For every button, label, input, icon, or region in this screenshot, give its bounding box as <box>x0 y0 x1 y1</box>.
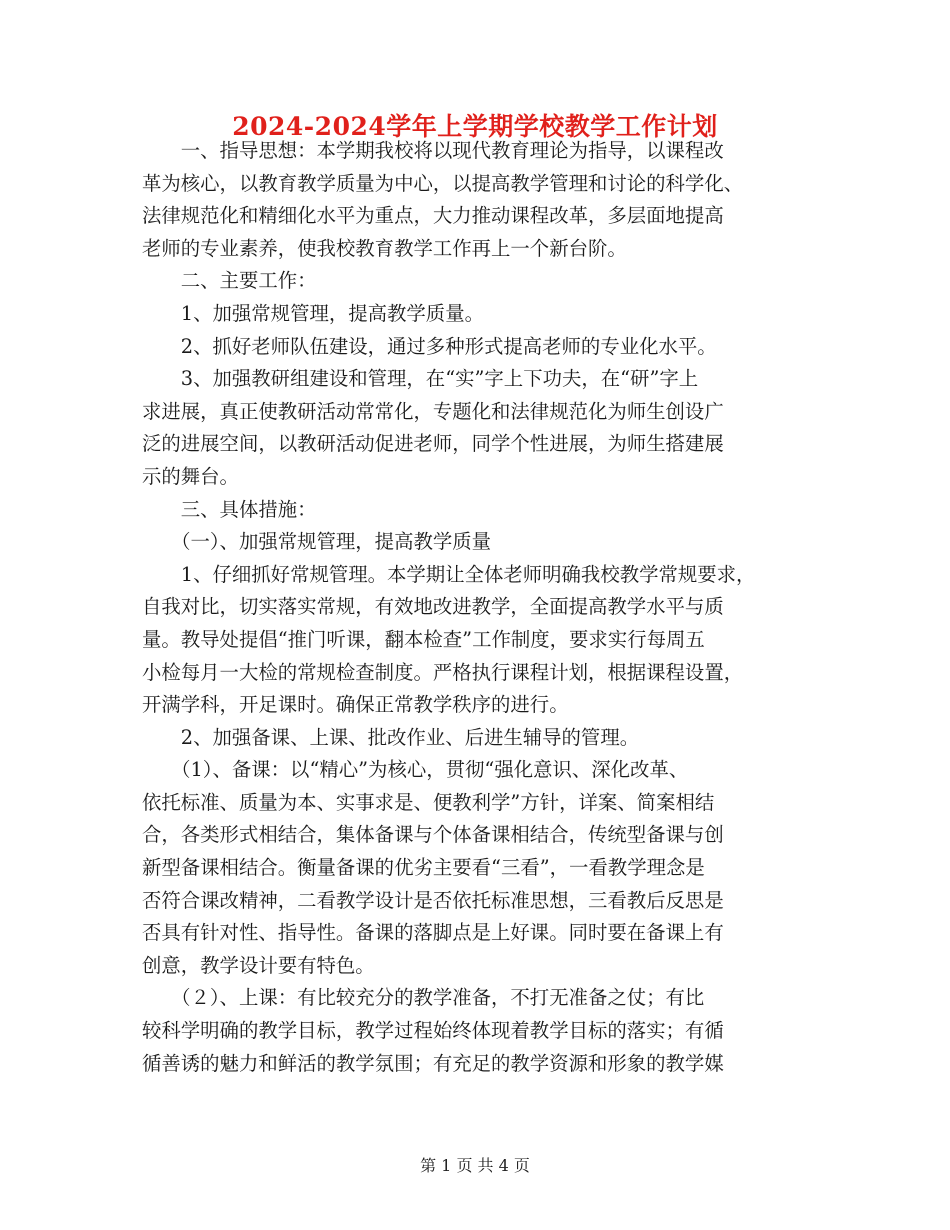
text-line: 自我对比，切实落实常规，有效地改进教学，全面提高教学水平与质 <box>142 595 724 619</box>
text-line: 依托标准、质量为本、实事求是、便教利学”方针，详案、简案相结 <box>142 790 715 814</box>
text-line: 一、指导思想：本学期我校将以现代教育理论为指导，以课程改 <box>142 139 724 162</box>
text-line: 2、加强备课、上课、批改作业、后进生辅导的管理。 <box>142 725 640 749</box>
text-line: 量。教导处提倡“推门听课，翻本检查”工作制度，要求实行每周五 <box>142 627 705 651</box>
text-line: 开满学科，开足课时。确保正常教学秩序的进行。 <box>142 693 569 717</box>
text-line: 合，各类形式相结合，集体备课与个体备课相结合，传统型备课与创 <box>142 823 724 847</box>
page-number-footer: 第 1 页 共 4 页 <box>420 1156 530 1175</box>
document-body <box>142 135 808 1080</box>
text-line: 三、具体措施： <box>142 497 317 521</box>
text-line: 革为核心，以教育教学质量为中心，以提高教学管理和讨论的科学化、 <box>142 171 744 195</box>
text-line: 2、抓好老师队伍建设，通过多种形式提高老师的专业化水平。 <box>142 334 717 358</box>
text-line: （1）、备课：以“精心”为核心，贯彻“强化意识、深化改革、 <box>142 758 689 782</box>
text-line: 新型备课相结合。衡量备课的优劣主要看“三看”，一看教学理念是 <box>142 856 705 880</box>
text-line: 否具有针对性、指导性。备课的落脚点是上好课。同时要在备课上有 <box>142 921 724 945</box>
text-line: 循善诱的魅力和鲜活的教学氛围；有充足的教学资源和形象的教学媒 <box>142 1051 724 1075</box>
text-line: 1、加强常规管理，提高教学质量。 <box>142 301 484 325</box>
text-line: 泛的进展空间，以教研活动促进老师，同学个性进展，为师生搭建展 <box>142 432 724 456</box>
text-line: 老师的专业素养，使我校教育教学工作再上一个新台阶。 <box>142 236 627 260</box>
text-line: 小检每月一大检的常规检查制度。严格执行课程计划，根据课程设置， <box>142 660 744 684</box>
text-line: （一）、加强常规管理，提高教学质量 <box>142 530 492 554</box>
text-line: 创意，教学设计要有特色。 <box>142 953 375 977</box>
text-line: 二、主要工作： <box>142 269 317 293</box>
text-line: 否符合课改精神，二看教学设计是否依托标准思想，三看教后反思是 <box>142 888 724 912</box>
document-title: 2024-2024学年上学期学校教学工作计划 <box>232 112 718 141</box>
text-line: 3、加强教研组建设和管理，在“实”字上下功夫，在“研”字上 <box>142 367 699 391</box>
text-line: 1、仔细抓好常规管理。本学期让全体老师明确我校教学常规要求， <box>142 562 756 586</box>
text-line: 法律规范化和精细化水平为重点，大力推动课程改革，多层面地提高 <box>142 204 724 228</box>
text-line: 示的舞台。 <box>142 464 239 488</box>
text-line: 较科学明确的教学目标，教学过程始终体现着教学目标的落实；有循 <box>142 1019 724 1043</box>
text-line: （２）、上课：有比较充分的教学准备，不打无准备之仗；有比 <box>142 986 705 1010</box>
text-line: 求进展，真正使教研活动常常化，专题化和法律规范化为师生创设广 <box>142 399 724 423</box>
